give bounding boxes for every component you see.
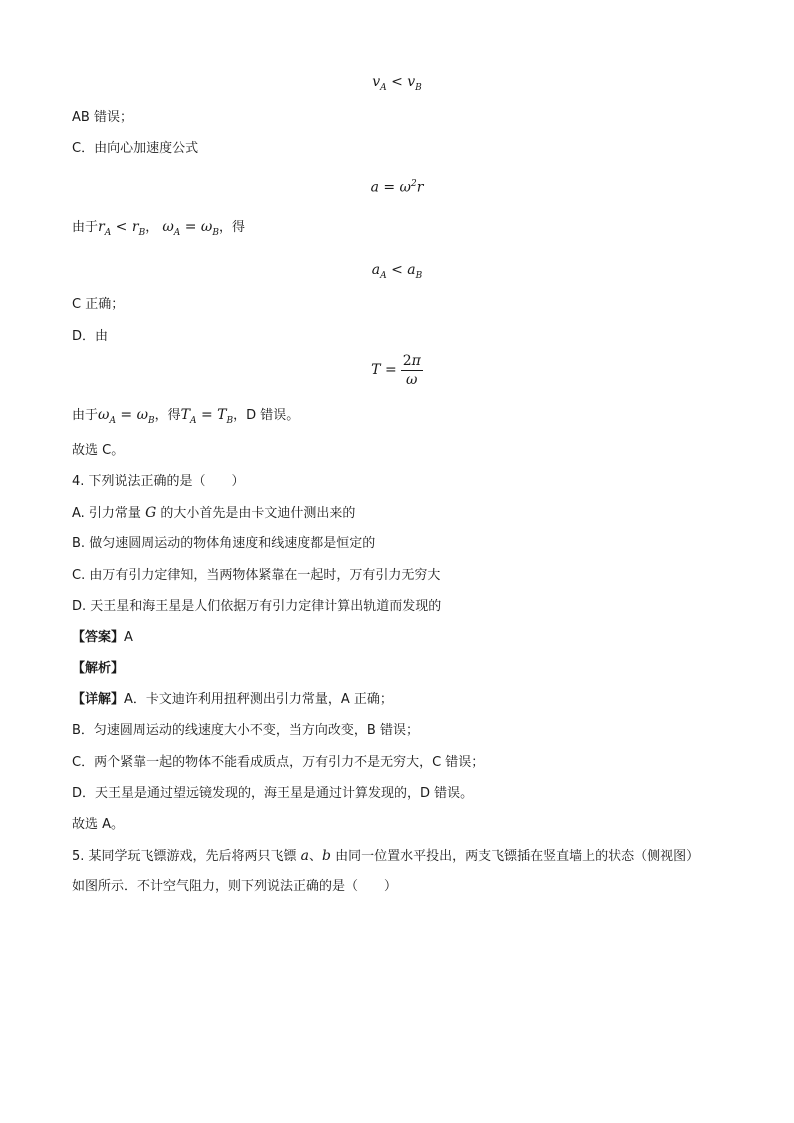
inline-equation-omega-equal-2: $\omega_A = \omega_B$ bbox=[98, 407, 155, 426]
text-ab-wrong: AB 错误； bbox=[72, 110, 133, 125]
text-since-prefix: 由于 bbox=[72, 220, 99, 235]
question5-text-before: 5. 某同学玩飞镖游戏，先后将两只飞镖 bbox=[72, 849, 301, 864]
option-a-text-before: 引力常量 bbox=[84, 506, 146, 521]
question4-analysis-tag bbox=[72, 659, 124, 679]
option-c-label: C. bbox=[72, 568, 86, 583]
symbol-g: G bbox=[145, 505, 157, 521]
equation-centripetal-acceleration: $a = \omega^2r$ bbox=[370, 179, 424, 196]
question4-option-b bbox=[72, 534, 375, 554]
option-d-label: D. bbox=[72, 599, 87, 614]
inline-equation-omega-equal: $\omega_A = \omega_B$ bbox=[162, 219, 219, 238]
option-d-text: 天王星和海王星是人们依据万有引力定律计算出轨道而发现的 bbox=[86, 599, 442, 614]
option-a-label: A. bbox=[72, 506, 85, 521]
fraction-2pi-over-omega: $\frac{2\pi}{\omega}$ bbox=[402, 352, 421, 388]
option-b-label: B. bbox=[72, 536, 86, 551]
equation-velocity-compare: $v_A < v_B$ bbox=[372, 74, 422, 93]
question5-sep: 、 bbox=[309, 849, 323, 864]
inline-equation-period-equal: $T_A = T_B$ bbox=[180, 407, 234, 426]
question4-detail-c: C．两个紧靠一起的物体不能看成质点，万有引力不是无穷大，C 错误； bbox=[72, 755, 485, 770]
option-b-text: 做匀速圆周运动的物体角速度和线速度都是恒定的 bbox=[85, 536, 376, 551]
variable-b: b bbox=[322, 848, 332, 864]
text-c-since bbox=[72, 217, 245, 237]
question4-stem: 4. 下列说法正确的是（ ） bbox=[72, 474, 245, 489]
equation-acceleration-compare: $a_A < a_B$ bbox=[371, 262, 423, 281]
text-choose-a: 故选 A。 bbox=[72, 817, 125, 832]
analysis-tag: 【解析】 bbox=[72, 661, 125, 676]
option-a-text-after: 的大小首先是由卡文迪什测出来的 bbox=[156, 506, 356, 521]
variable-a: a bbox=[300, 848, 310, 864]
question4-detail-b: B．匀速圆周运动的线速度大小不变，当方向改变，B 错误； bbox=[72, 723, 419, 738]
detail-line-a: A．卡文迪许利用扭秤测出引力常量，A 正确； bbox=[124, 692, 393, 707]
question4-detail-d: D．天王星是通过望远镜发现的，海王星是通过计算发现的，D 错误。 bbox=[72, 786, 474, 801]
option-c-text: 由万有引力定律知，当两物体紧靠在一起时，万有引力无穷大 bbox=[85, 568, 441, 583]
detail-tag: 【详解】 bbox=[72, 692, 125, 707]
question5-line2: 如图所示．不计空气阻力，则下列说法正确的是（ ） bbox=[72, 879, 398, 894]
text-choose-c: 故选 C。 bbox=[72, 443, 125, 458]
answer-value: A bbox=[124, 630, 133, 645]
question4-detail-a bbox=[72, 690, 393, 710]
question5-line1 bbox=[72, 846, 699, 866]
text-c-intro: C．由向心加速度公式 bbox=[72, 141, 199, 156]
question4-option-a bbox=[72, 503, 355, 523]
text-since-mid: ， bbox=[145, 220, 159, 235]
text-d-since-suffix: ，D 错误。 bbox=[233, 408, 300, 423]
question4-option-c bbox=[72, 566, 440, 586]
answer-tag: 【答案】 bbox=[72, 630, 125, 645]
text-c-correct: C 正确； bbox=[72, 297, 125, 312]
inline-equation-radius-compare: $r_A < r_B$ bbox=[98, 219, 146, 238]
text-d-since-prefix: 由于 bbox=[72, 408, 99, 423]
text-d-intro: D．由 bbox=[72, 329, 109, 344]
text-d-since-mid: ，得 bbox=[154, 408, 181, 423]
text-d-since bbox=[72, 405, 299, 425]
question5-text-after: 由同一位置水平投出，两支飞镖插在竖直墙上的状态（侧视图） bbox=[331, 849, 700, 864]
text-since-suffix: ，得 bbox=[218, 220, 245, 235]
equation-period: T = $\frac{2\pi}{\omega}$ bbox=[371, 352, 421, 388]
question4-answer bbox=[72, 628, 133, 648]
question4-option-d bbox=[72, 597, 441, 617]
